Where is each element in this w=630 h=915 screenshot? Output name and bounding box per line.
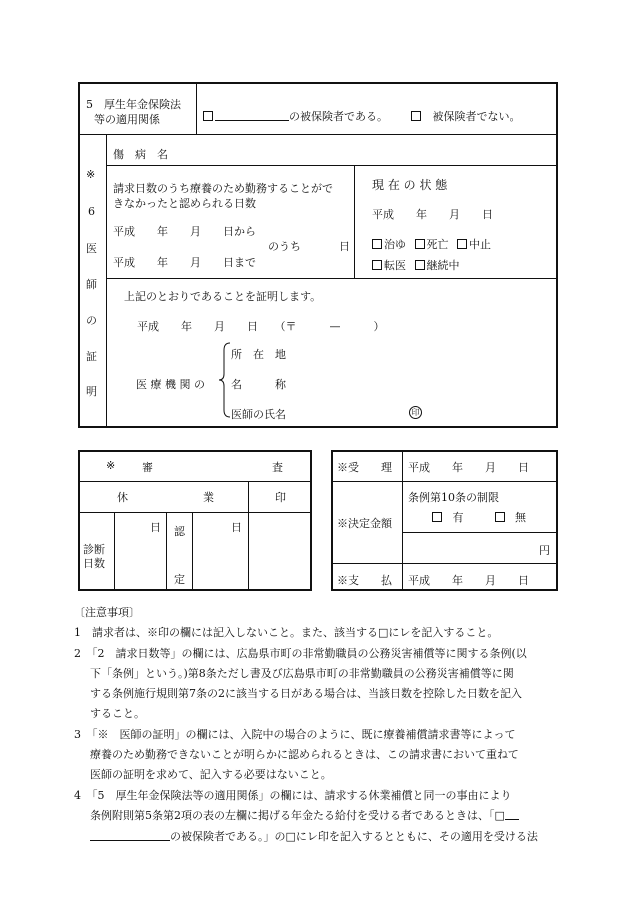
note-line-10 [90,828,538,844]
address-label: 所 在 地 [231,348,286,361]
status-col-divider [354,166,355,278]
yen-unit: 円 [539,544,550,557]
died-label: 死亡 [426,238,449,251]
note-line-0: 1 請求者は、※印の欄には記入しないこと。また、該当する□にレを記入すること。 [74,626,499,639]
row-divider [332,563,557,564]
diag-days-line1: 診断 [83,543,105,556]
of-which-label: のうち [268,240,301,253]
notes-header: 〔注意事項〕 [74,606,140,619]
section5-options [203,108,521,124]
day-unit: 日 [339,240,350,253]
days-desc-line1: 請求日数のうち療養のため勤務することがで [113,182,333,195]
name-label: 名 称 [231,378,286,391]
approved-a: 認 [174,525,185,538]
status-row2 [372,257,460,273]
healed-checkbox[interactable] [372,239,382,249]
col-divider [166,513,167,590]
side-mark-6: 明 [86,385,97,398]
status-row1 [372,236,491,252]
note-blank [505,809,519,820]
side-mark-3: 師 [86,278,97,291]
row-divider [107,165,557,166]
limit-options [432,509,526,525]
side-mark-0: ※ [86,168,96,181]
transfer-label: 転医 [384,259,406,272]
side-mark-1: 6 [88,205,95,218]
col-divider [114,513,115,590]
note-line-7: 医師の証明を求めて、記入する必要はないこと。 [90,768,332,781]
col-divider [196,83,197,134]
limit-yes-checkbox[interactable] [432,512,442,522]
review-title-mark: ※ [106,459,116,472]
review-seal-label: 印 [275,491,286,504]
payment-label: ※支 払 [337,574,392,587]
continuing-checkbox[interactable] [415,260,425,270]
diag-days-line2: 日数 [83,557,105,570]
note-line-9-text: 条例附則第5条第2項の表の左欄に掲げる年金たる給付を受ける者であるときは、「□ [90,809,505,822]
row-divider [107,278,557,279]
insured-option-label: の被保険者である。 [289,110,388,123]
injury-name-label: 傷 病 名 [113,148,168,161]
note-line-5: 3 「※ 医師の証明」の欄には、入院中の場合のように、既に療養補償請求書等によって [74,728,516,741]
certify-date: 平成 年 月 日 （〒 — ） [137,320,385,333]
limit-no-label: 無 [515,511,526,524]
doctor-name-label: 医師の氏名 [231,408,286,421]
insured-checkbox[interactable] [203,111,213,121]
seal-mark: 印 [409,406,422,419]
row-divider [79,134,557,135]
receipt-label: ※受 理 [337,461,392,474]
discontinued-checkbox[interactable] [457,239,467,249]
col-divider [248,482,249,590]
note-line-2: 下「条例」という。)第8条ただし書及び広島県市町の非常勤職員の公務災害補償等に関 [90,667,514,680]
died-checkbox[interactable] [415,239,425,249]
receipt-date: 平成 年 月 日 [408,461,529,474]
side-mark-5: 証 [86,350,97,363]
discontinued-label: 中止 [469,238,491,251]
limit-yes-label: 有 [452,511,464,524]
brace-icon [218,342,232,418]
to-date: 平成 年 月 日まで [113,256,256,269]
not-insured-option-label: 被保険者でない。 [432,110,521,123]
leave-label-a: 休 [117,491,128,504]
transfer-checkbox[interactable] [372,260,382,270]
status-title: 現 在 の 状 態 [372,178,448,192]
col-divider [192,513,193,590]
healed-label: 治ゆ [384,238,406,251]
leave-label-b: 業 [203,491,214,504]
col-divider [402,451,403,590]
from-date: 平成 年 月 日から [113,225,256,238]
note-line-8: 4 「5 厚生年金保険法等の適用関係」の欄には、請求する休業補償と同一の事由により [74,789,512,802]
payment-date: 平成 年 月 日 [408,574,529,587]
certify-text: 上記のとおりであることを証明します。 [124,290,322,303]
note-line-3: する条例施行規則第7条の2に該当する日がある場合は、当該日数を控除した日数を記入 [90,687,522,700]
institution-label: 医 療 機 関 の [136,378,205,391]
side-mark-4: の [86,314,97,327]
status-date: 平成 年 月 日 [372,208,493,221]
approved-b: 定 [174,573,185,586]
not-insured-checkbox[interactable] [411,111,421,121]
limit-no-checkbox[interactable] [495,512,505,522]
approved-day-unit: 日 [231,521,242,534]
days-desc-line2: きなかったと認められる日数 [113,197,256,210]
row-divider [403,532,557,533]
note-line-6: 療養のため勤務できないことが明らかに認められるときは、この請求書において重ねて [90,748,519,761]
row-divider [79,481,311,482]
review-title-a: 審 [142,461,153,474]
note-line-4: すること。 [90,707,145,720]
side-col-divider [106,135,107,427]
diag-day-unit: 日 [150,521,161,534]
section5-label-line1: 5 厚生年金保険法 [86,98,181,111]
note-line-1: 2 「2 請求日数等」の欄には、広島県市町の非常勤職員の公務災害補償等に関する条例(以 [74,647,527,660]
note-line-10-text: の被保険者である。」の□にレ印を記入するとともに、その適用を受ける法 [170,830,538,843]
row-divider [332,481,557,482]
note-line-9 [90,807,519,823]
section5-label-line2: 等の適用関係 [94,113,160,126]
insurance-name-field[interactable] [215,110,289,121]
continuing-label: 継続中 [426,259,460,272]
limit-title: 条例第10条の制限 [408,491,499,504]
note-blank [90,830,170,841]
review-title-b: 査 [272,461,283,474]
side-mark-2: 医 [86,242,97,255]
amount-label: ※決定金額 [337,517,392,530]
